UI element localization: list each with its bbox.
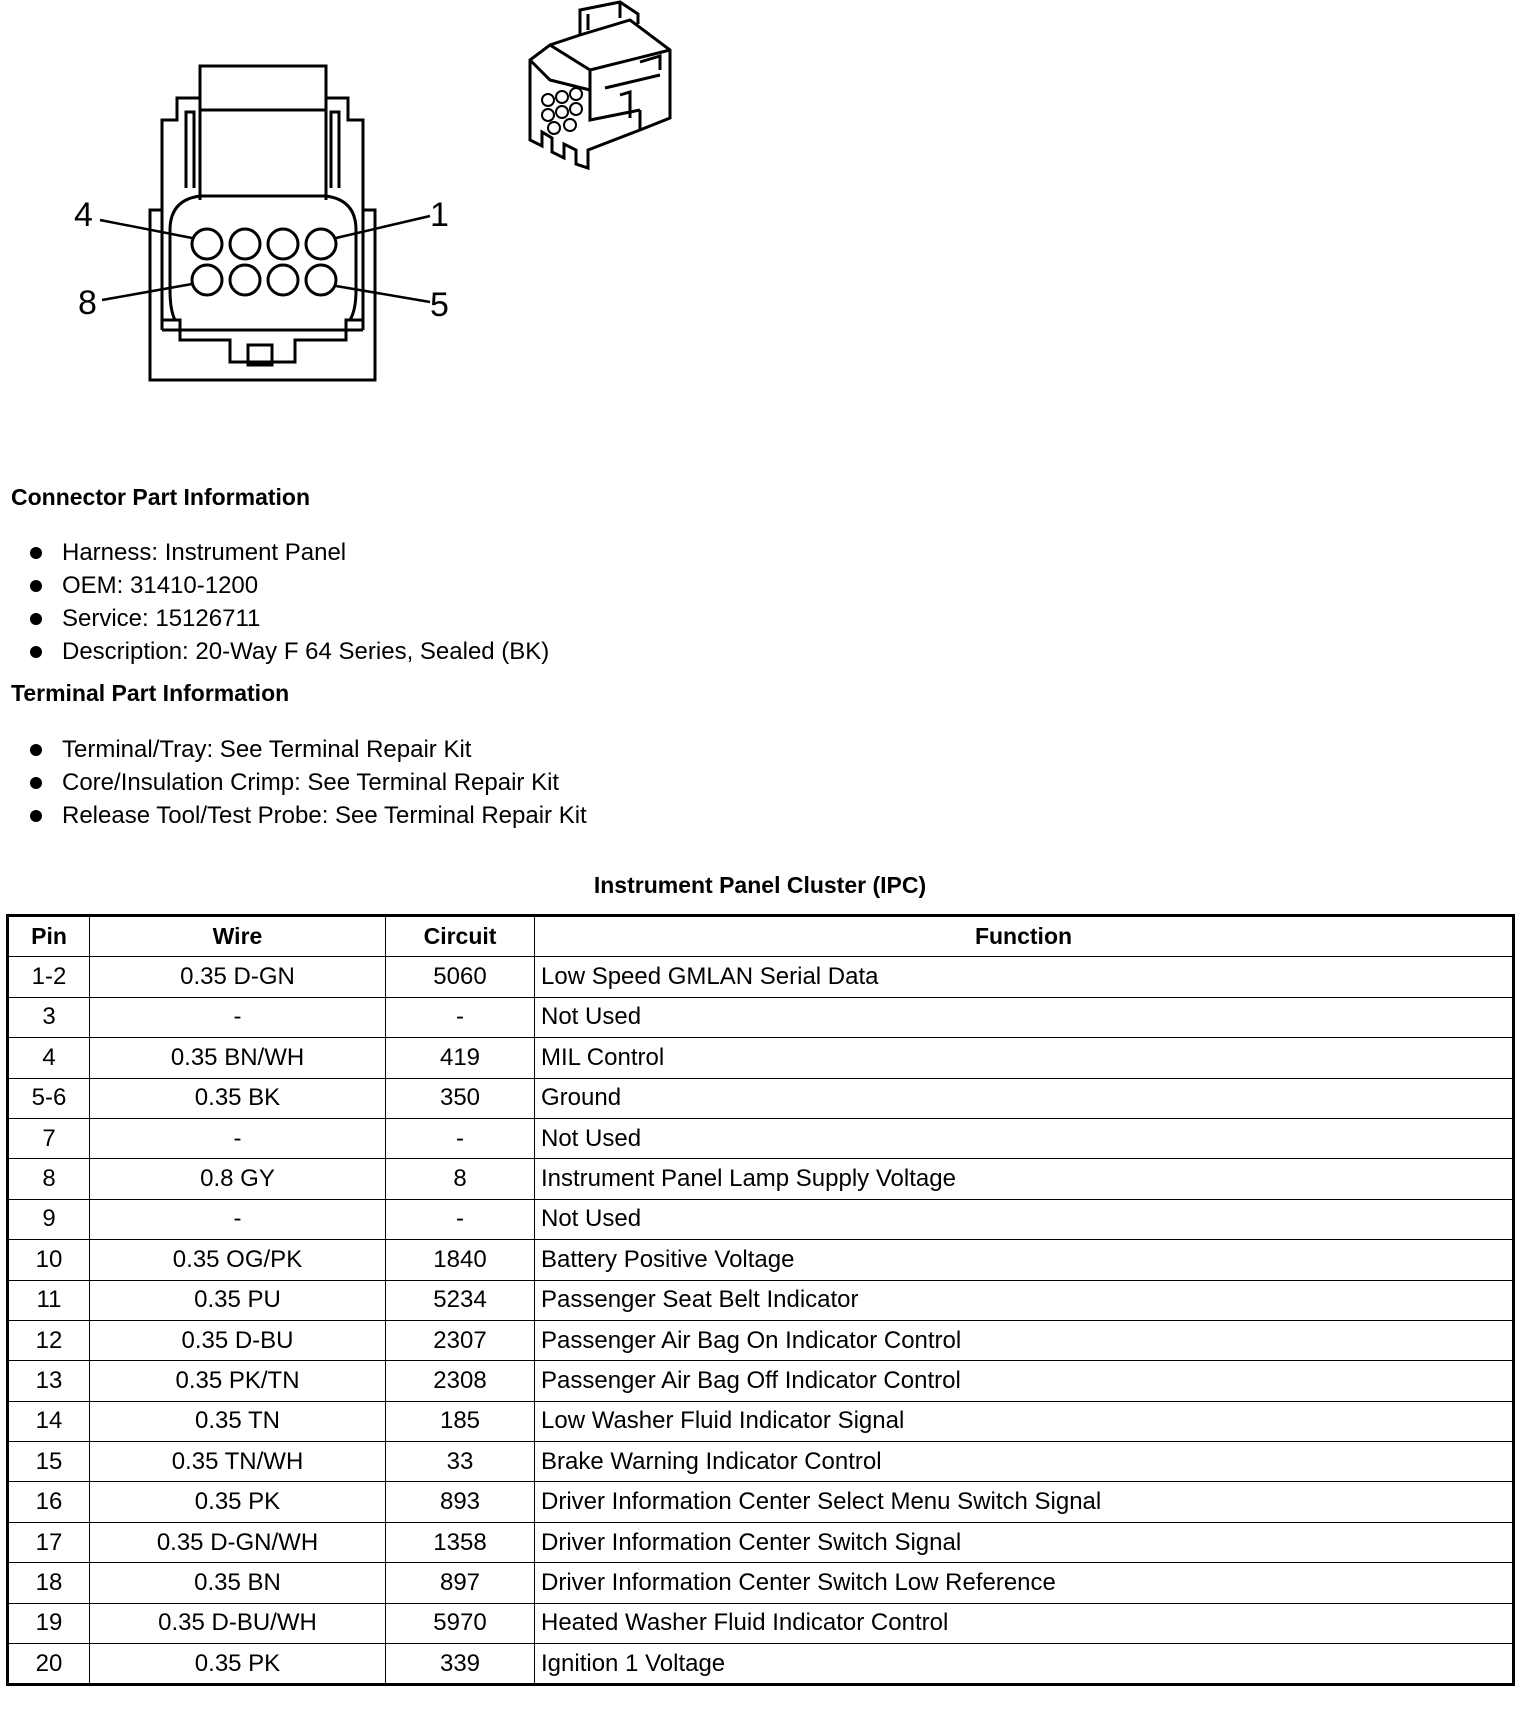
cell-pin: 13 <box>8 1361 90 1401</box>
cell-wire: 0.35 D-GN <box>90 957 386 997</box>
cavity-7 <box>230 265 260 295</box>
cell-circuit: 5970 <box>386 1603 535 1643</box>
table-row <box>8 1199 1514 1239</box>
cell-wire: 0.35 TN/WH <box>90 1442 386 1482</box>
cell-wire: 0.35 PK <box>90 1644 386 1685</box>
cell-wire: 0.35 D-BU/WH <box>90 1603 386 1643</box>
cell-function: Ignition 1 Voltage <box>535 1644 1514 1685</box>
cell-circuit: 2308 <box>386 1361 535 1401</box>
table-row <box>8 997 1514 1037</box>
cell-circuit: 1840 <box>386 1240 535 1280</box>
table-header-row <box>8 916 1514 957</box>
cell-pin: 15 <box>8 1442 90 1482</box>
cell-function: Low Speed GMLAN Serial Data <box>535 957 1514 997</box>
cell-function: Low Washer Fluid Indicator Signal <box>535 1401 1514 1441</box>
table-title: Instrument Panel Cluster (IPC) <box>593 872 927 898</box>
cell-pin: 11 <box>8 1280 90 1320</box>
cell-circuit: - <box>386 997 535 1037</box>
cell-function: Passenger Seat Belt Indicator <box>535 1280 1514 1320</box>
cell-function: Not Used <box>535 1199 1514 1239</box>
cell-wire: 0.35 OG/PK <box>90 1240 386 1280</box>
cell-circuit: 350 <box>386 1078 535 1118</box>
cell-pin: 5-6 <box>8 1078 90 1118</box>
cell-circuit: 893 <box>386 1482 535 1522</box>
cell-wire: 0.35 PK <box>90 1482 386 1522</box>
cell-wire: 0.35 BN <box>90 1563 386 1603</box>
cell-function: Heated Washer Fluid Indicator Control <box>535 1603 1514 1643</box>
table-row <box>8 1320 1514 1360</box>
cell-circuit: 185 <box>386 1401 535 1441</box>
cell-wire: 0.35 D-BU <box>90 1320 386 1360</box>
cell-pin: 19 <box>8 1603 90 1643</box>
table-row <box>8 1522 1514 1562</box>
cavity-3 <box>230 229 260 259</box>
cell-circuit: 2307 <box>386 1320 535 1360</box>
cell-function: Instrument Panel Lamp Supply Voltage <box>535 1159 1514 1199</box>
cell-function: Not Used <box>535 997 1514 1037</box>
cell-wire: - <box>90 1118 386 1158</box>
cell-wire: 0.35 TN <box>90 1401 386 1441</box>
cell-wire: 0.35 BN/WH <box>90 1038 386 1078</box>
list-item: Description: 20-Way F 64 Series, Sealed (BK) <box>30 635 549 668</box>
cell-circuit: 33 <box>386 1442 535 1482</box>
table-row <box>8 1644 1514 1685</box>
list-item: Core/Insulation Crimp: See Terminal Repair Kit <box>30 766 587 799</box>
table-row <box>8 1401 1514 1441</box>
list-item: Service: 15126711 <box>30 602 549 635</box>
cell-circuit: 897 <box>386 1563 535 1603</box>
cell-pin: 9 <box>8 1199 90 1239</box>
table-row <box>8 1563 1514 1603</box>
table-row <box>8 1038 1514 1078</box>
cell-pin: 18 <box>8 1563 90 1603</box>
cavity-2 <box>268 229 298 259</box>
cell-circuit: 1358 <box>386 1522 535 1562</box>
cell-wire: 0.8 GY <box>90 1159 386 1199</box>
cell-pin: 10 <box>8 1240 90 1280</box>
cell-pin: 20 <box>8 1644 90 1685</box>
table-row <box>8 1078 1514 1118</box>
terminal-info-title: Terminal Part Information <box>11 680 290 706</box>
list-item: Terminal/Tray: See Terminal Repair Kit <box>30 733 587 766</box>
cell-circuit: - <box>386 1199 535 1239</box>
cell-wire: 0.35 BK <box>90 1078 386 1118</box>
cell-circuit: 5234 <box>386 1280 535 1320</box>
pin-label-1: 1 <box>430 196 449 234</box>
cell-function: Passenger Air Bag On Indicator Control <box>535 1320 1514 1360</box>
cavity-6 <box>268 265 298 295</box>
list-item: OEM: 31410-1200 <box>30 569 549 602</box>
pin-label-5: 5 <box>430 286 449 324</box>
cavity-8 <box>192 265 222 295</box>
cell-circuit: - <box>386 1118 535 1158</box>
cell-pin: 12 <box>8 1320 90 1360</box>
pinout-table <box>6 914 1515 1686</box>
cell-function: Ground <box>535 1078 1514 1118</box>
cell-wire: 0.35 PK/TN <box>90 1361 386 1401</box>
cell-pin: 14 <box>8 1401 90 1441</box>
cell-function: MIL Control <box>535 1038 1514 1078</box>
list-item: Harness: Instrument Panel <box>30 536 549 569</box>
header-pin: Pin <box>8 916 90 957</box>
cell-pin: 1-2 <box>8 957 90 997</box>
cell-pin: 8 <box>8 1159 90 1199</box>
cell-function: Brake Warning Indicator Control <box>535 1442 1514 1482</box>
cell-wire: 0.35 D-GN/WH <box>90 1522 386 1562</box>
connector-isometric-view <box>520 0 690 180</box>
cell-pin: 17 <box>8 1522 90 1562</box>
cell-pin: 16 <box>8 1482 90 1522</box>
cavity-1 <box>306 229 336 259</box>
cell-circuit: 8 <box>386 1159 535 1199</box>
cell-circuit: 5060 <box>386 957 535 997</box>
cell-function: Driver Information Center Switch Signal <box>535 1522 1514 1562</box>
cell-wire: - <box>90 1199 386 1239</box>
table-row <box>8 1240 1514 1280</box>
cell-function: Passenger Air Bag Off Indicator Control <box>535 1361 1514 1401</box>
pin-label-4: 4 <box>74 196 93 234</box>
connector-info-list <box>30 536 549 668</box>
cell-circuit: 339 <box>386 1644 535 1685</box>
table-row <box>8 1159 1514 1199</box>
cell-wire: - <box>90 997 386 1037</box>
list-item: Release Tool/Test Probe: See Terminal Repair Kit <box>30 799 587 832</box>
cell-function: Driver Information Center Select Menu Switch Signal <box>535 1482 1514 1522</box>
table-row <box>8 1361 1514 1401</box>
terminal-info-list <box>30 733 587 832</box>
table-row <box>8 1482 1514 1522</box>
table-row <box>8 957 1514 997</box>
cell-pin: 4 <box>8 1038 90 1078</box>
connector-info-title: Connector Part Information <box>11 484 311 510</box>
header-circuit: Circuit <box>386 916 535 957</box>
cavity-5 <box>306 265 336 295</box>
table-row <box>8 1118 1514 1158</box>
table-row <box>8 1442 1514 1482</box>
cell-function: Battery Positive Voltage <box>535 1240 1514 1280</box>
header-function: Function <box>535 916 1514 957</box>
cavity-4 <box>192 229 222 259</box>
table-row <box>8 1603 1514 1643</box>
cell-wire: 0.35 PU <box>90 1280 386 1320</box>
cell-function: Driver Information Center Switch Low Reference <box>535 1563 1514 1603</box>
table-row <box>8 1280 1514 1320</box>
pin-label-8: 8 <box>78 284 97 322</box>
cell-pin: 3 <box>8 997 90 1037</box>
cell-pin: 7 <box>8 1118 90 1158</box>
cell-circuit: 419 <box>386 1038 535 1078</box>
cell-function: Not Used <box>535 1118 1514 1158</box>
header-wire: Wire <box>90 916 386 957</box>
